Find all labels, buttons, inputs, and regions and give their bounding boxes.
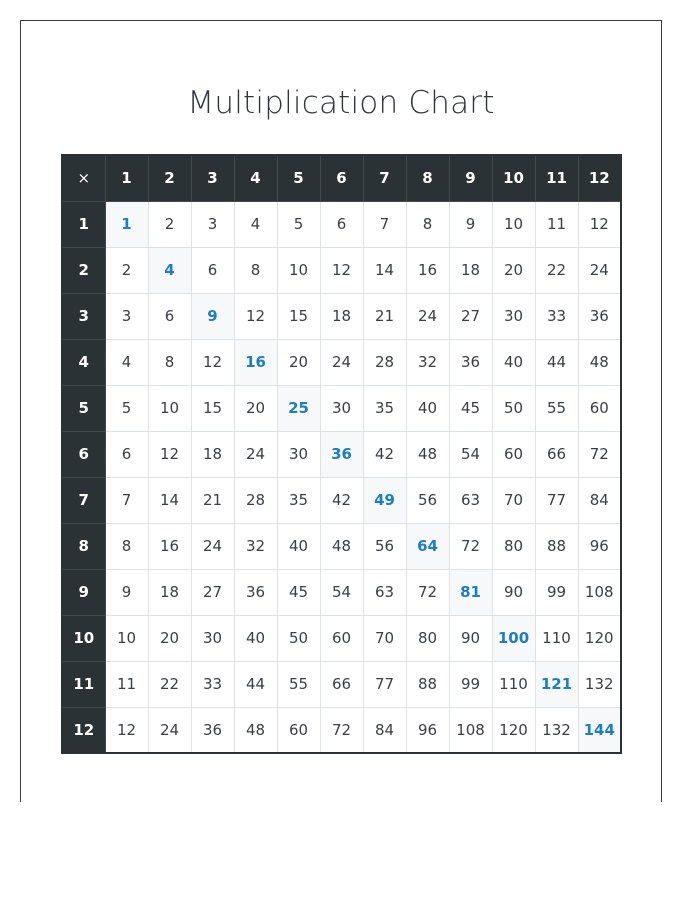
product-cell: 44 — [535, 339, 578, 385]
table-row — [62, 707, 621, 753]
table-row — [62, 523, 621, 569]
column-header: 4 — [234, 155, 277, 201]
product-cell: 132 — [578, 661, 621, 707]
product-cell: 30 — [492, 293, 535, 339]
row-header: 3 — [62, 293, 105, 339]
product-cell: 66 — [535, 431, 578, 477]
product-cell: 56 — [406, 477, 449, 523]
product-cell: 18 — [191, 431, 234, 477]
product-cell: 48 — [406, 431, 449, 477]
square-cell: 4 — [148, 247, 191, 293]
product-cell: 5 — [277, 201, 320, 247]
column-header: 8 — [406, 155, 449, 201]
product-cell: 60 — [277, 707, 320, 753]
table-row — [62, 569, 621, 615]
square-cell: 64 — [406, 523, 449, 569]
row-header: 11 — [62, 661, 105, 707]
column-header: 9 — [449, 155, 492, 201]
corner-cell: × — [62, 155, 105, 201]
product-cell: 2 — [105, 247, 148, 293]
row-header: 1 — [62, 201, 105, 247]
product-cell: 108 — [449, 707, 492, 753]
product-cell: 33 — [191, 661, 234, 707]
product-cell: 99 — [535, 569, 578, 615]
product-cell: 20 — [492, 247, 535, 293]
row-header: 7 — [62, 477, 105, 523]
row-header: 4 — [62, 339, 105, 385]
product-cell: 12 — [234, 293, 277, 339]
product-cell: 88 — [535, 523, 578, 569]
product-cell: 44 — [234, 661, 277, 707]
product-cell: 120 — [492, 707, 535, 753]
square-cell: 121 — [535, 661, 578, 707]
product-cell: 4 — [105, 339, 148, 385]
product-cell: 32 — [234, 523, 277, 569]
product-cell: 36 — [191, 707, 234, 753]
product-cell: 20 — [148, 615, 191, 661]
product-cell: 20 — [234, 385, 277, 431]
product-cell: 66 — [320, 661, 363, 707]
product-cell: 99 — [449, 661, 492, 707]
column-header: 1 — [105, 155, 148, 201]
product-cell: 35 — [363, 385, 406, 431]
product-cell: 10 — [148, 385, 191, 431]
product-cell: 72 — [578, 431, 621, 477]
product-cell: 15 — [191, 385, 234, 431]
product-cell: 24 — [320, 339, 363, 385]
square-cell: 16 — [234, 339, 277, 385]
product-cell: 55 — [535, 385, 578, 431]
product-cell: 8 — [234, 247, 277, 293]
product-cell: 40 — [234, 615, 277, 661]
product-cell: 60 — [492, 431, 535, 477]
product-cell: 50 — [277, 615, 320, 661]
table-row — [62, 385, 621, 431]
product-cell: 6 — [105, 431, 148, 477]
product-cell: 22 — [148, 661, 191, 707]
product-cell: 9 — [449, 201, 492, 247]
product-cell: 72 — [406, 569, 449, 615]
square-cell: 9 — [191, 293, 234, 339]
column-header: 5 — [277, 155, 320, 201]
product-cell: 9 — [105, 569, 148, 615]
column-header: 3 — [191, 155, 234, 201]
product-cell: 48 — [320, 523, 363, 569]
product-cell: 18 — [320, 293, 363, 339]
product-cell: 90 — [449, 615, 492, 661]
product-cell: 7 — [363, 201, 406, 247]
row-header: 5 — [62, 385, 105, 431]
product-cell: 5 — [105, 385, 148, 431]
product-cell: 12 — [105, 707, 148, 753]
table-row — [62, 615, 621, 661]
column-header: 6 — [320, 155, 363, 201]
product-cell: 14 — [148, 477, 191, 523]
product-cell: 48 — [234, 707, 277, 753]
product-cell: 96 — [578, 523, 621, 569]
product-cell: 20 — [277, 339, 320, 385]
product-cell: 40 — [492, 339, 535, 385]
row-header: 8 — [62, 523, 105, 569]
square-cell: 36 — [320, 431, 363, 477]
chart-page — [20, 20, 662, 802]
multiplication-table — [61, 154, 622, 754]
header-row — [62, 155, 621, 201]
product-cell: 8 — [406, 201, 449, 247]
product-cell: 7 — [105, 477, 148, 523]
product-cell: 63 — [363, 569, 406, 615]
product-cell: 8 — [148, 339, 191, 385]
square-cell: 49 — [363, 477, 406, 523]
product-cell: 8 — [105, 523, 148, 569]
page-title: Multiplication Chart — [187, 85, 495, 121]
product-cell: 30 — [320, 385, 363, 431]
table-row — [62, 661, 621, 707]
product-cell: 6 — [191, 247, 234, 293]
product-cell: 33 — [535, 293, 578, 339]
table-row — [62, 201, 621, 247]
column-header: 7 — [363, 155, 406, 201]
product-cell: 28 — [234, 477, 277, 523]
product-cell: 32 — [406, 339, 449, 385]
product-cell: 54 — [449, 431, 492, 477]
product-cell: 16 — [406, 247, 449, 293]
product-cell: 18 — [148, 569, 191, 615]
product-cell: 15 — [277, 293, 320, 339]
product-cell: 60 — [578, 385, 621, 431]
product-cell: 36 — [449, 339, 492, 385]
product-cell: 35 — [277, 477, 320, 523]
product-cell: 40 — [277, 523, 320, 569]
product-cell: 45 — [277, 569, 320, 615]
table-row — [62, 339, 621, 385]
product-cell: 96 — [406, 707, 449, 753]
product-cell: 36 — [234, 569, 277, 615]
product-cell: 55 — [277, 661, 320, 707]
product-cell: 6 — [148, 293, 191, 339]
product-cell: 77 — [535, 477, 578, 523]
product-cell: 70 — [363, 615, 406, 661]
column-header: 11 — [535, 155, 578, 201]
square-cell: 144 — [578, 707, 621, 753]
product-cell: 21 — [191, 477, 234, 523]
product-cell: 3 — [191, 201, 234, 247]
product-cell: 84 — [578, 477, 621, 523]
product-cell: 27 — [191, 569, 234, 615]
row-header: 2 — [62, 247, 105, 293]
product-cell: 2 — [148, 201, 191, 247]
product-cell: 80 — [406, 615, 449, 661]
row-header: 12 — [62, 707, 105, 753]
product-cell: 27 — [449, 293, 492, 339]
product-cell: 132 — [535, 707, 578, 753]
product-cell: 10 — [105, 615, 148, 661]
product-cell: 22 — [535, 247, 578, 293]
product-cell: 6 — [320, 201, 363, 247]
table-row — [62, 247, 621, 293]
product-cell: 11 — [105, 661, 148, 707]
product-cell: 72 — [449, 523, 492, 569]
product-cell: 80 — [492, 523, 535, 569]
product-cell: 36 — [578, 293, 621, 339]
product-cell: 24 — [191, 523, 234, 569]
square-cell: 1 — [105, 201, 148, 247]
product-cell: 11 — [535, 201, 578, 247]
product-cell: 12 — [148, 431, 191, 477]
product-cell: 24 — [234, 431, 277, 477]
product-cell: 42 — [320, 477, 363, 523]
row-header: 6 — [62, 431, 105, 477]
product-cell: 18 — [449, 247, 492, 293]
square-cell: 100 — [492, 615, 535, 661]
product-cell: 70 — [492, 477, 535, 523]
product-cell: 12 — [320, 247, 363, 293]
product-cell: 10 — [277, 247, 320, 293]
column-header: 2 — [148, 155, 191, 201]
product-cell: 21 — [363, 293, 406, 339]
product-cell: 30 — [191, 615, 234, 661]
product-cell: 60 — [320, 615, 363, 661]
column-header: 12 — [578, 155, 621, 201]
product-cell: 24 — [578, 247, 621, 293]
table-row — [62, 477, 621, 523]
square-cell: 81 — [449, 569, 492, 615]
product-cell: 28 — [363, 339, 406, 385]
table-row — [62, 431, 621, 477]
product-cell: 90 — [492, 569, 535, 615]
product-cell: 42 — [363, 431, 406, 477]
product-cell: 110 — [535, 615, 578, 661]
product-cell: 10 — [492, 201, 535, 247]
product-cell: 3 — [105, 293, 148, 339]
product-cell: 56 — [363, 523, 406, 569]
product-cell: 88 — [406, 661, 449, 707]
product-cell: 40 — [406, 385, 449, 431]
product-cell: 77 — [363, 661, 406, 707]
square-cell: 25 — [277, 385, 320, 431]
product-cell: 4 — [234, 201, 277, 247]
product-cell: 48 — [578, 339, 621, 385]
product-cell: 54 — [320, 569, 363, 615]
column-header: 10 — [492, 155, 535, 201]
product-cell: 16 — [148, 523, 191, 569]
product-cell: 24 — [148, 707, 191, 753]
product-cell: 14 — [363, 247, 406, 293]
table-body — [62, 201, 621, 753]
product-cell: 108 — [578, 569, 621, 615]
product-cell: 24 — [406, 293, 449, 339]
product-cell: 84 — [363, 707, 406, 753]
row-header: 9 — [62, 569, 105, 615]
product-cell: 72 — [320, 707, 363, 753]
product-cell: 12 — [191, 339, 234, 385]
product-cell: 12 — [578, 201, 621, 247]
table-row — [62, 293, 621, 339]
product-cell: 50 — [492, 385, 535, 431]
product-cell: 63 — [449, 477, 492, 523]
row-header: 10 — [62, 615, 105, 661]
product-cell: 30 — [277, 431, 320, 477]
product-cell: 120 — [578, 615, 621, 661]
product-cell: 110 — [492, 661, 535, 707]
product-cell: 45 — [449, 385, 492, 431]
